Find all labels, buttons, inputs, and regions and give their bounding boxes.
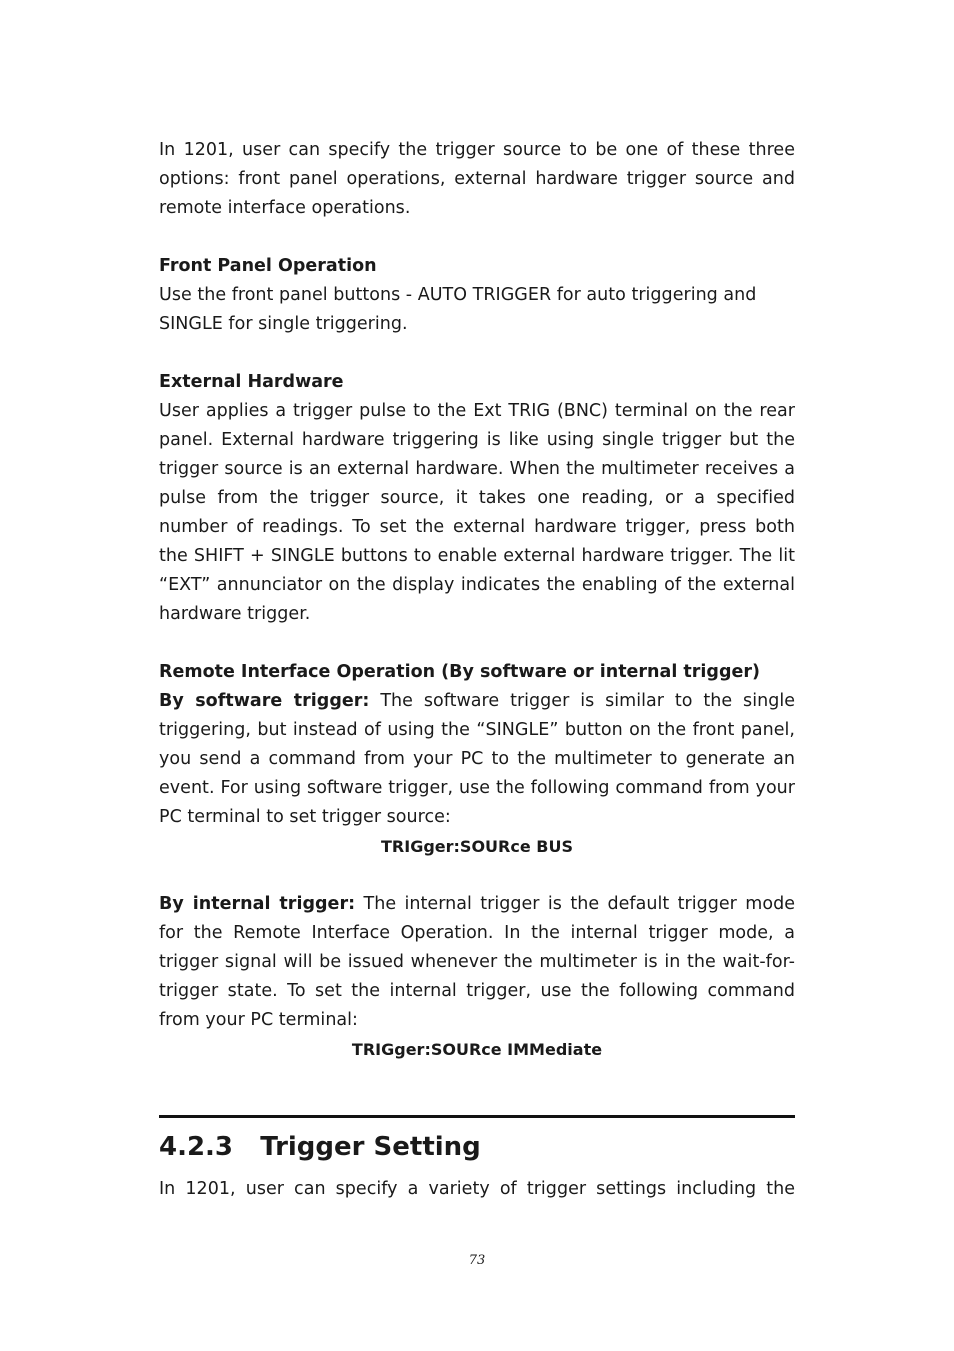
software-trigger-command: TRIGger:SOURce BUS: [381, 837, 573, 856]
internal-trigger-paragraph: [159, 890, 795, 1035]
spacer: [159, 339, 795, 368]
page-number: 73: [468, 1253, 486, 1268]
software-trigger-paragraph: [159, 687, 795, 832]
section-title: Trigger Setting: [260, 1132, 481, 1162]
internal-trigger-text: The internal trigger is the default trigger mode for the Remote Interface Operation. In the internal trigger mode, a trigger signal will be issued whenever the multimeter is in the wait-for-trigger state. To set the internal trigger, use the following command from your PC terminal:: [159, 894, 795, 1030]
internal-trigger-command: TRIGger:SOURce IMMediate: [351, 1040, 603, 1059]
section-paragraph: In 1201, user can specify a variety of trigger settings including the: [159, 1179, 795, 1199]
spacer: [159, 629, 795, 658]
section-body: [159, 1175, 795, 1204]
internal-trigger-label: By internal trigger:: [159, 894, 356, 914]
remote-interface-heading: Remote Interface Operation (By software or internal trigger): [159, 662, 760, 682]
page-body: [159, 136, 795, 1064]
external-hardware-paragraph: User applies a trigger pulse to the Ext TRIG (BNC) terminal on the rear panel. External hardware triggering is like using single trigger but the trigger source is an external hardware. When the multimeter receives a pulse from the trigger source, it takes one reading, or a specified number of readings. To set the external hardware trigger, press both the SHIFT + SINGLE buttons to enable external hardware trigger. The lit “EXT” annunciator on the display indicates the enabling of the external hardware trigger.: [159, 401, 795, 624]
external-hardware-heading: External Hardware: [159, 372, 344, 392]
spacer: [159, 223, 795, 252]
software-trigger-label: By software trigger:: [159, 691, 370, 711]
software-trigger-text: The software trigger is similar to the single triggering, but instead of using the “SINGLE” button on the front panel, you send a command from your PC to the multimeter to generate an event. For using software trigger, use the following command from your PC terminal to set trigger source:: [159, 691, 795, 827]
spacer: [159, 861, 795, 890]
front-panel-heading: Front Panel Operation: [159, 256, 377, 276]
section-divider: [159, 1115, 795, 1118]
section-heading: [159, 1127, 795, 1167]
front-panel-paragraph: Use the front panel buttons - AUTO TRIGGER for auto triggering and SINGLE for single triggering.: [159, 285, 757, 334]
section-number: 4.2.3: [159, 1132, 234, 1162]
intro-paragraph: In 1201, user can specify the trigger source to be one of these three options: front panel operations, external hardware trigger source and remote interface operations.: [159, 140, 795, 218]
